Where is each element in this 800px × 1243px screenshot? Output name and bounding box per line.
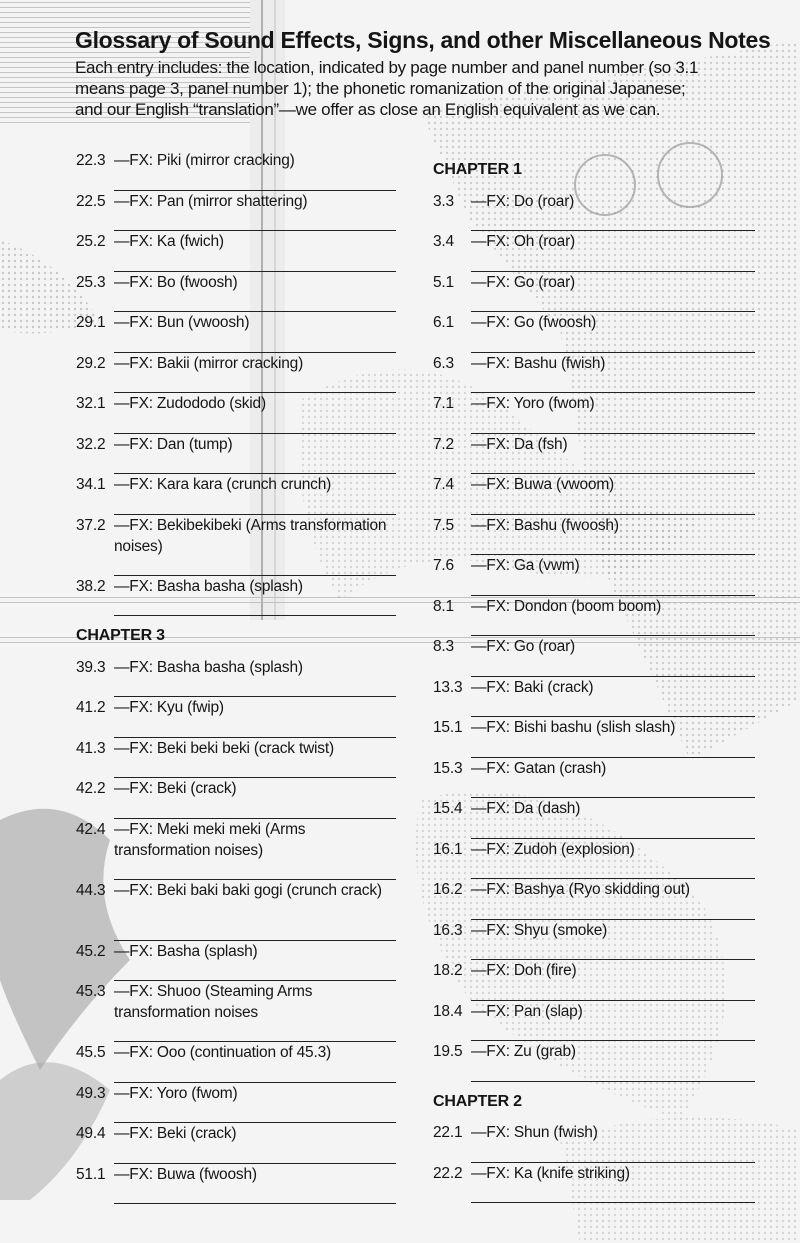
- entry-text: —FX: Bashu (fwoosh): [471, 515, 755, 556]
- entry-location: 22.5: [76, 192, 106, 210]
- entry-text: —FX: Bashu (fwish): [471, 353, 755, 394]
- glossary-entry: [433, 1001, 755, 1042]
- glossary-entry: [433, 1122, 755, 1163]
- entry-location: 16.3: [433, 921, 463, 939]
- entry-text: —FX: Basha basha (splash): [114, 657, 396, 698]
- entry-text: —FX: Zudododo (skid): [114, 393, 396, 434]
- entry-location: 8.1: [433, 597, 454, 615]
- glossary-entry: [76, 353, 396, 394]
- entry-location: 3.3: [433, 192, 454, 210]
- glossary-entry: [433, 272, 755, 313]
- glossary-entry: [433, 839, 755, 880]
- entry-text: —FX: Go (fwoosh): [471, 312, 755, 353]
- glossary-entry: [433, 636, 755, 677]
- entry-text: —FX: Go (roar): [471, 636, 755, 677]
- entry-text: —FX: Yoro (fwom): [471, 393, 755, 434]
- entry-location: 18.2: [433, 962, 463, 979]
- entry-location: 49.3: [76, 1084, 106, 1102]
- glossary-entry: [76, 272, 396, 313]
- entry-location: 8.3: [433, 638, 454, 655]
- glossary-entry: [76, 1083, 396, 1124]
- entry-location: 19.5: [433, 1043, 463, 1060]
- entry-location: 45.5: [76, 1044, 106, 1061]
- entry-location: 7.4: [433, 476, 454, 493]
- glossary-entry: [76, 981, 396, 1042]
- right-column: [433, 150, 755, 1203]
- glossary-entry: [76, 738, 396, 779]
- entry-text: —FX: Ga (vwm): [471, 555, 755, 596]
- entry-text: —FX: Da (dash): [471, 798, 755, 839]
- entry-location: 45.2: [76, 942, 106, 960]
- entry-text: —FX: Da (fsh): [471, 434, 755, 475]
- entry-text: —FX: Zudoh (explosion): [471, 839, 755, 880]
- entry-text: —FX: Bo (fwoosh): [114, 272, 396, 313]
- entry-location: 29.1: [76, 314, 106, 331]
- entry-text: —FX: Shuoo (Steaming Arms transformation noises: [114, 981, 396, 1042]
- entry-text: —FX: Basha basha (splash): [114, 576, 396, 617]
- entry-text: —FX: Oh (roar): [471, 231, 755, 272]
- entry-location: 6.3: [433, 354, 454, 372]
- entry-location: 32.1: [76, 395, 106, 412]
- entry-location: 22.1: [433, 1124, 463, 1141]
- glossary-entry: [433, 1163, 755, 1204]
- chapter-heading: CHAPTER 3: [76, 627, 165, 645]
- entry-location: 5.1: [433, 273, 454, 291]
- entry-text: —FX: Doh (fire): [471, 960, 755, 1001]
- entry-location: 38.2: [76, 577, 106, 595]
- entry-location: 15.3: [433, 759, 463, 777]
- glossary-entry: [76, 778, 396, 819]
- glossary-entry: [433, 555, 755, 596]
- glossary-entry: [433, 717, 755, 758]
- entry-text: —FX: Do (roar): [471, 191, 755, 232]
- entry-text: —FX: Shyu (smoke): [471, 920, 755, 961]
- entry-location: 15.4: [433, 800, 463, 817]
- entry-location: 15.1: [433, 719, 463, 736]
- entry-text: —FX: Pan (mirror shattering): [114, 191, 396, 232]
- glossary-intro: Each entry includes: the location, indicated by page number and panel number (so 3.1 means page 3, panel number 1); the phonetic romanization of the original Japanese; and our English “translation”—we offer as close an English equivalent as we can.: [75, 58, 699, 119]
- entry-location: 25.3: [76, 273, 106, 291]
- glossary-entry: [76, 657, 396, 698]
- glossary-entry: [76, 576, 396, 617]
- entry-text: —FX: Shun (fwish): [471, 1122, 755, 1163]
- chapter-heading: CHAPTER 2: [433, 1092, 522, 1110]
- entry-location: 32.2: [76, 435, 106, 453]
- entry-location: 7.2: [433, 435, 454, 453]
- chapter-heading: CHAPTER 1: [433, 161, 522, 179]
- entry-location: 44.3: [76, 881, 106, 899]
- entry-text: —FX: Kara kara (crunch crunch): [114, 474, 396, 515]
- glossary-entry: [433, 1041, 755, 1082]
- entry-text: —FX: Beki (crack): [114, 778, 396, 819]
- entry-location: 3.4: [433, 233, 454, 250]
- entry-text: —FX: Beki beki beki (crack twist): [114, 738, 396, 779]
- entry-location: 22.3: [76, 152, 106, 169]
- entry-location: 37.2: [76, 516, 106, 534]
- glossary-entry: [433, 434, 755, 475]
- entry-location: 25.2: [76, 233, 106, 250]
- glossary-entry: [76, 393, 396, 434]
- glossary-entry: [76, 191, 396, 232]
- entry-text: —FX: Bishi bashu (slish slash): [471, 717, 755, 758]
- entry-location: 42.4: [76, 820, 106, 838]
- glossary-entry: [76, 231, 396, 272]
- entry-location: 41.3: [76, 739, 106, 757]
- glossary-entry: [76, 312, 396, 353]
- entry-text: —FX: Gatan (crash): [471, 758, 755, 799]
- entry-text: —FX: Basha (splash): [114, 941, 396, 982]
- entry-location: 39.3: [76, 658, 106, 676]
- glossary-entry: [433, 231, 755, 272]
- entry-text: —FX: Zu (grab): [471, 1041, 755, 1082]
- entry-location: 16.1: [433, 840, 463, 858]
- glossary-entry: [76, 819, 396, 880]
- entry-text: —FX: Bekibekibeki (Arms transformation noises): [114, 515, 396, 576]
- entry-text: —FX: Ooo (continuation of 45.3): [114, 1042, 396, 1083]
- glossary-entry: [433, 596, 755, 637]
- entry-location: 29.2: [76, 354, 106, 372]
- entry-text: —FX: Piki (mirror cracking): [114, 150, 396, 191]
- entry-text: —FX: Beki baki baki gogi (crunch crack): [114, 880, 396, 941]
- entry-location: 7.1: [433, 395, 454, 412]
- entry-text: —FX: Meki meki meki (Arms transformation noises): [114, 819, 396, 880]
- glossary-entry: [76, 1123, 396, 1164]
- glossary-entry: [433, 474, 755, 515]
- entry-location: 16.2: [433, 881, 463, 898]
- glossary-entry: [76, 1042, 396, 1083]
- entry-text: —FX: Ka (knife striking): [471, 1163, 755, 1204]
- glossary-entry: [433, 879, 755, 920]
- entry-location: 7.5: [433, 516, 454, 534]
- glossary-entry: [76, 150, 396, 191]
- entry-text: —FX: Bun (vwoosh): [114, 312, 396, 353]
- glossary-entry: [433, 393, 755, 434]
- glossary-entry: [76, 434, 396, 475]
- glossary-entry: [433, 677, 755, 718]
- entry-text: —FX: Dondon (boom boom): [471, 596, 755, 637]
- glossary-entry: [433, 960, 755, 1001]
- entry-text: —FX: Kyu (fwip): [114, 697, 396, 738]
- glossary-title: Glossary of Sound Effects, Signs, and other Miscellaneous Notes: [75, 27, 771, 53]
- entry-text: —FX: Beki (crack): [114, 1123, 396, 1164]
- glossary-entry: [76, 474, 396, 515]
- entry-location: 6.1: [433, 314, 454, 331]
- glossary-entry: [433, 515, 755, 556]
- left-column: [76, 150, 396, 1204]
- glossary-entry: [76, 1164, 396, 1205]
- entry-text: —FX: Ka (fwich): [114, 231, 396, 272]
- glossary-entry: [433, 920, 755, 961]
- glossary-entry: [433, 353, 755, 394]
- entry-location: 45.3: [76, 983, 106, 1000]
- entry-text: —FX: Bashya (Ryo skidding out): [471, 879, 755, 920]
- glossary-entry: [76, 697, 396, 738]
- entry-location: 42.2: [76, 780, 106, 797]
- entry-text: —FX: Pan (slap): [471, 1001, 755, 1042]
- glossary-entry: [433, 191, 755, 232]
- entry-location: 49.4: [76, 1125, 106, 1142]
- entry-location: 7.6: [433, 557, 454, 574]
- entry-location: 51.1: [76, 1165, 106, 1183]
- entry-text: —FX: Buwa (vwoom): [471, 474, 755, 515]
- glossary-entry: [76, 515, 396, 576]
- entry-location: 22.2: [433, 1164, 463, 1182]
- entry-location: 41.2: [76, 699, 106, 716]
- glossary-entry: [76, 880, 396, 941]
- glossary-entry: [433, 312, 755, 353]
- entry-text: —FX: Buwa (fwoosh): [114, 1164, 396, 1205]
- glossary-entry: [76, 941, 396, 982]
- glossary-entry: [433, 798, 755, 839]
- entry-location: 18.4: [433, 1002, 463, 1020]
- glossary-entry: [433, 758, 755, 799]
- entry-text: —FX: Dan (tump): [114, 434, 396, 475]
- entry-text: —FX: Yoro (fwom): [114, 1083, 396, 1124]
- entry-text: —FX: Go (roar): [471, 272, 755, 313]
- entry-text: —FX: Bakii (mirror cracking): [114, 353, 396, 394]
- entry-location: 34.1: [76, 476, 106, 493]
- entry-location: 13.3: [433, 678, 463, 696]
- entry-text: —FX: Baki (crack): [471, 677, 755, 718]
